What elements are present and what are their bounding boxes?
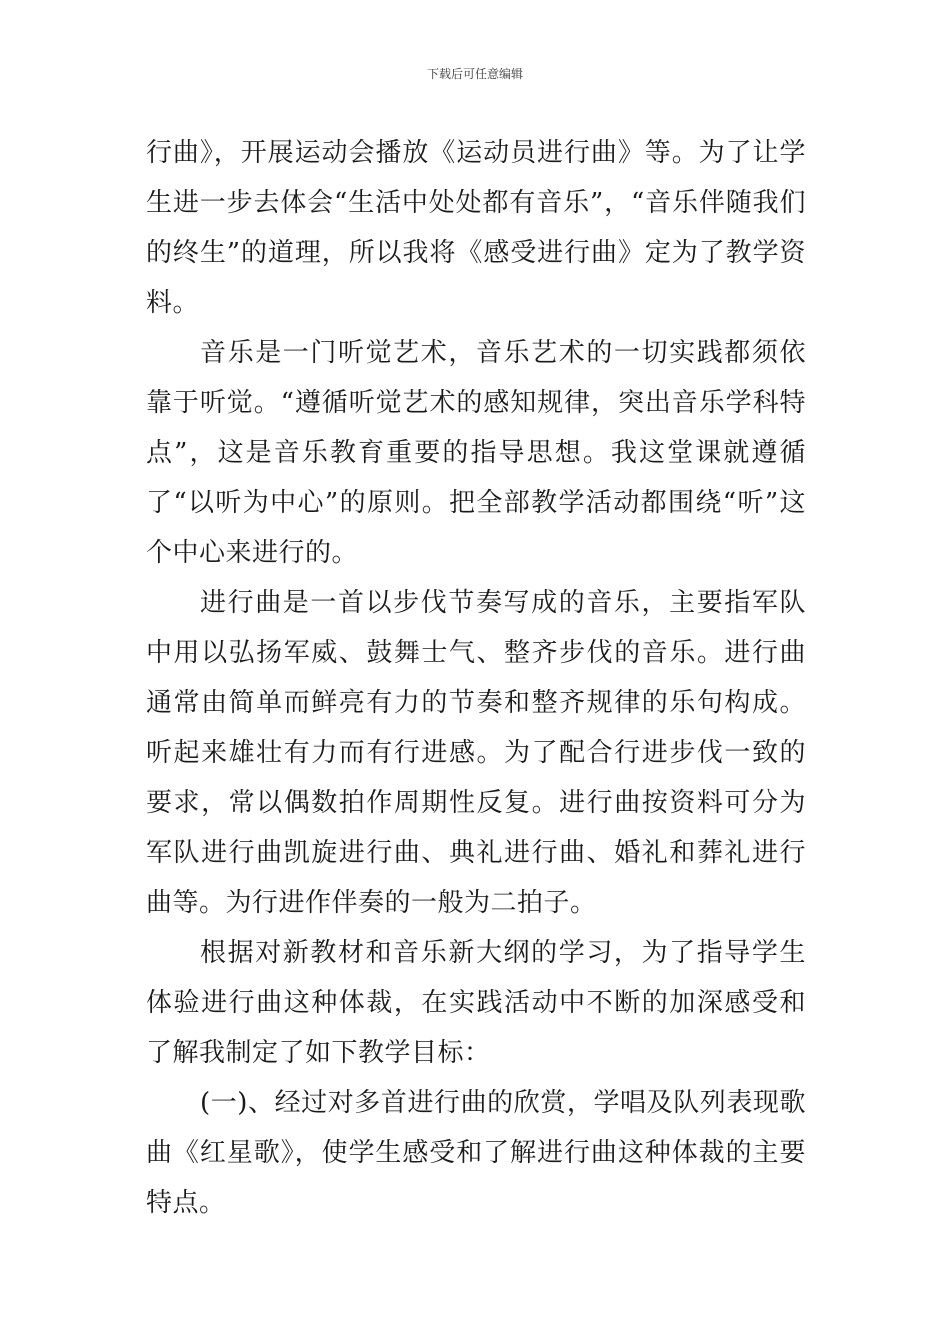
- paragraph-continuation: 行曲》，开展运动会播放《运动员进行曲》等。为了让学生进一步去体会“生活中处处都有音乐”，“音乐伴随我们的终生”的道理，所以我将《感受进行曲》定为了教学资料。: [146, 138, 806, 318]
- document-body: [146, 128, 806, 1228]
- page-header: 下载后可任意编辑: [426, 67, 523, 81]
- paragraph-teaching-goals-intro: 根据对新教材和音乐新大纲的学习，为了指导学生体验进行曲这种体裁，在实践活动中不断的加深感受和了解我制定了如下教学目标：: [146, 938, 806, 1068]
- paragraph-march-definition: 进行曲是一首以步伐节奏写成的音乐，主要指军队中用以弘扬军威、鼓舞士气、整齐步伐的音乐。进行曲通常由简单而鲜亮有力的节奏和整齐规律的乐句构成。听起来雄壮有力而有行进感。为了配合行进步伐一致的要求，常以偶数拍作周期性反复。进行曲按资料可分为军队进行曲凯旋进行曲、典礼进行曲、婚礼和葬礼进行曲等。为行进作伴奏的一般为二拍子。: [146, 588, 806, 918]
- paragraph-listening-art: 音乐是一门听觉艺术，音乐艺术的一切实践都须依靠于听觉。“遵循听觉艺术的感知规律，突出音乐学科特点”，这是音乐教育重要的指导思想。我这堂课就遵循了“以听为中心”的原则。把全部教学活动都围绕“听”这个中心来进行的。: [146, 338, 806, 568]
- paragraph-goal-one: (一)、经过对多首进行曲的欣赏，学唱及队列表现歌曲《红星歌》，使学生感受和了解进行曲这种体裁的主要特点。: [146, 1088, 806, 1218]
